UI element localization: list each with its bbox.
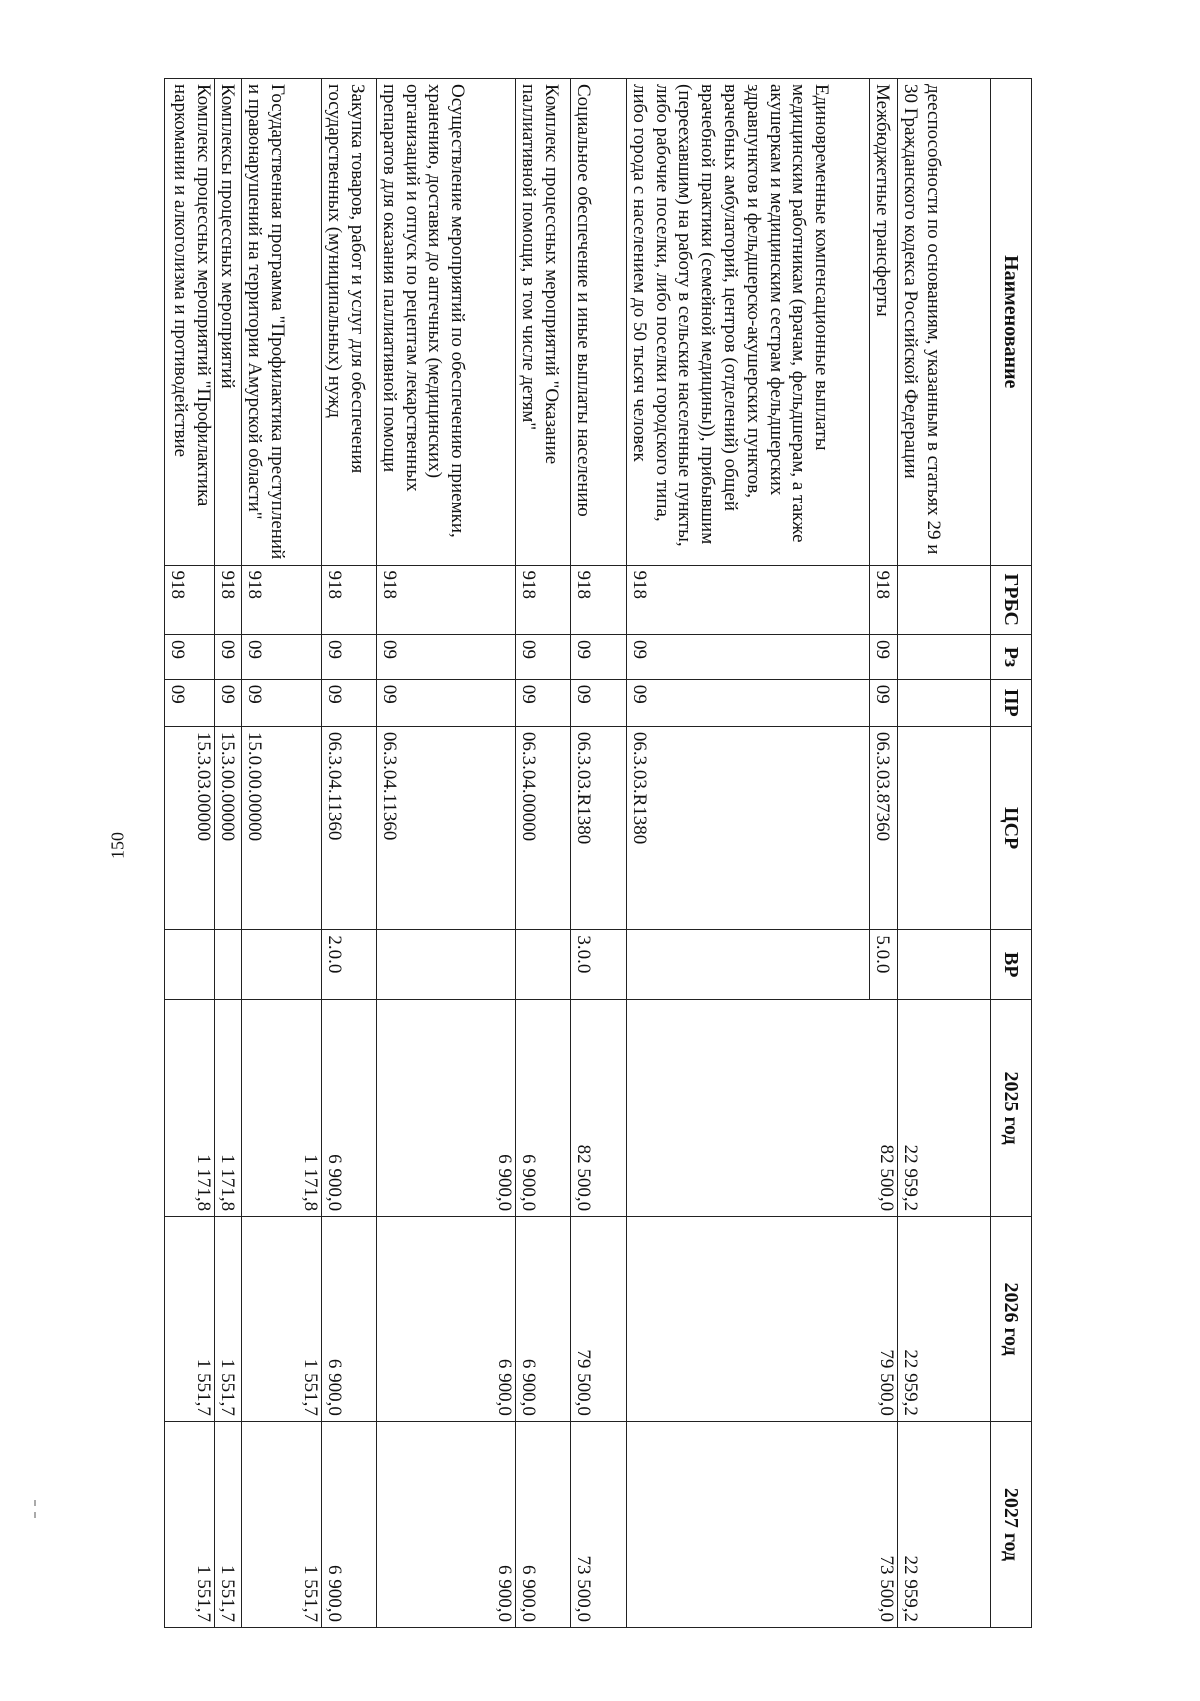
budget-table [164, 78, 1032, 1628]
header-csr: ЦСР [991, 726, 1032, 930]
row-2025: 1 171,8 [165, 999, 215, 1216]
row-vr: 2.0.0 [322, 930, 377, 1000]
row-rz: 09 [242, 635, 322, 680]
row-grbs: 918 [215, 565, 242, 635]
row-name: Осуществление мероприятий по обеспечению приемки, хранению, доставки до аптечных (медицинских) организаций и отпуск по рецептам лекарственных препаратов для оказания паллиативной помощи [377, 79, 516, 566]
table-row [377, 79, 516, 1628]
row-2027: 6 900,0 [322, 1421, 377, 1627]
table-row [215, 79, 242, 1628]
row-grbs: 918 [870, 565, 898, 635]
row-2026: 6 900,0 [377, 1217, 516, 1422]
header-name: Наименование [991, 79, 1032, 566]
row-vr [898, 930, 991, 1000]
row-rz: 09 [165, 635, 215, 680]
row-csr: 15.3.03.00000 [165, 726, 215, 930]
table-row [242, 79, 322, 1628]
header-grbs: ГРБС [991, 565, 1032, 635]
row-name: дееспособности по основаниям, указанным в статьях 29 и 30 Гражданского кодекса Российской Федерации [898, 79, 991, 566]
row-vr [516, 930, 571, 1000]
row-2027: 1 551,7 [165, 1421, 215, 1627]
row-name: Социальное обеспечение и иные выплаты населению [571, 79, 627, 566]
row-grbs: 918 [165, 565, 215, 635]
row-2026: 22 959,2 [898, 1217, 991, 1422]
row-2027: 22 959,2 [898, 1421, 991, 1627]
header-pr: ПР [991, 679, 1032, 726]
row-csr: 06.3.03.R1380 [627, 726, 870, 930]
row-2026: 79 500,0 [571, 1217, 627, 1422]
page-number: 150 [107, 832, 128, 859]
row-pr: 09 [571, 679, 627, 726]
row-2026: 6 900,0 [516, 1217, 571, 1422]
row-pr: 09 [165, 679, 215, 726]
rotated-table-container [166, 78, 1032, 1628]
row-pr: 09 [516, 679, 571, 726]
header-vr: ВР [991, 930, 1032, 1000]
row-rz: 09 [322, 635, 377, 680]
row-2025: 6 900,0 [377, 999, 516, 1216]
row-2026: 1 551,7 [165, 1217, 215, 1422]
row-name: Государственная программа "Профилактика преступлений и правонарушений на территории Амурской области" [242, 79, 322, 566]
header-2026: 2026 год [991, 1217, 1032, 1422]
scan-artifact [34, 1512, 36, 1518]
row-rz: 09 [571, 635, 627, 680]
row-2025: 82 500,0 [627, 999, 898, 1216]
table-row [571, 79, 627, 1628]
row-rz: 09 [627, 635, 870, 680]
table-row [898, 79, 991, 1628]
row-2025: 6 900,0 [516, 999, 571, 1216]
row-name: Межбюджетные трансферты [870, 79, 898, 566]
header-2025: 2025 год [991, 999, 1032, 1216]
row-name: Закупка товаров, работ и услуг для обеспечения государственных (муниципальных) нужд [322, 79, 377, 566]
row-grbs: 918 [242, 565, 322, 635]
row-pr: 09 [215, 679, 242, 726]
row-csr: 15.3.00.00000 [215, 726, 242, 930]
row-2025: 1 171,8 [242, 999, 322, 1216]
header-row [991, 79, 1032, 1628]
row-grbs: 918 [322, 565, 377, 635]
row-csr [898, 726, 991, 930]
row-pr: 09 [377, 679, 516, 726]
row-rz: 09 [516, 635, 571, 680]
row-2027: 73 500,0 [571, 1421, 627, 1627]
row-vr [215, 930, 242, 1000]
row-vr [377, 930, 516, 1000]
row-csr: 06.3.03.87360 [870, 726, 898, 930]
row-2026: 79 500,0 [627, 1217, 898, 1422]
row-name: Единовременные компенсационные выплаты медицинским работникам (врачам, фельдшерам, а также акушеркам и медицинским сестрам фельдшерских здравпунктов и фельдшерско-акушерских пунктов, врачебных амбулаторий, центров (отделений) общей врачебной практики (семейной медицины)), прибывшим (переехавшим) на работу в сельские населенные пункты, либо рабочие поселки, либо поселки городского типа, либо города с населением до 50 тысяч человек [627, 79, 870, 566]
scan-artifact [34, 1500, 36, 1506]
row-vr: 5.0.0 [870, 930, 898, 1000]
row-vr [165, 930, 215, 1000]
row-rz: 09 [215, 635, 242, 680]
row-rz [898, 635, 991, 680]
table-row [322, 79, 377, 1628]
row-grbs: 918 [627, 565, 870, 635]
row-name: Комплекс процессных мероприятий "Профилактика наркомании и алкоголизма и противодействие [165, 79, 215, 566]
row-vr [242, 930, 322, 1000]
table-row [516, 79, 571, 1628]
row-vr [627, 930, 870, 1000]
header-2027: 2027 год [991, 1421, 1032, 1627]
row-2025: 82 500,0 [571, 999, 627, 1216]
row-rz: 09 [377, 635, 516, 680]
row-2026: 6 900,0 [322, 1217, 377, 1422]
table-row [870, 79, 898, 1628]
row-pr: 09 [627, 679, 870, 726]
row-2027: 1 551,7 [215, 1421, 242, 1627]
header-rz: Рз [991, 635, 1032, 680]
row-2027: 1 551,7 [242, 1421, 322, 1627]
row-vr: 3.0.0 [571, 930, 627, 1000]
row-2026: 1 551,7 [215, 1217, 242, 1422]
row-name: Комплексы процессных мероприятий [215, 79, 242, 566]
row-2027: 6 900,0 [516, 1421, 571, 1627]
row-grbs: 918 [571, 565, 627, 635]
row-csr: 06.3.04.00000 [516, 726, 571, 930]
row-2025: 1 171,8 [215, 999, 242, 1216]
row-csr: 15.0.00.00000 [242, 726, 322, 930]
table-row [165, 79, 215, 1628]
row-grbs [898, 565, 991, 635]
row-2027: 6 900,0 [377, 1421, 516, 1627]
row-csr: 06.3.04.11360 [322, 726, 377, 930]
row-grbs: 918 [516, 565, 571, 635]
row-grbs: 918 [377, 565, 516, 635]
row-csr: 06.3.03.R1380 [571, 726, 627, 930]
row-2027: 73 500,0 [627, 1421, 898, 1627]
row-pr [898, 679, 991, 726]
row-2026: 1 551,7 [242, 1217, 322, 1422]
row-2025: 6 900,0 [322, 999, 377, 1216]
row-pr: 09 [322, 679, 377, 726]
row-pr: 09 [870, 679, 898, 726]
row-2025: 22 959,2 [898, 999, 991, 1216]
row-pr: 09 [242, 679, 322, 726]
row-rz: 09 [870, 635, 898, 680]
row-name: Комплекс процессных мероприятий "Оказание паллиативной помощи, в том числе детям" [516, 79, 571, 566]
row-csr: 06.3.04.11360 [377, 726, 516, 930]
